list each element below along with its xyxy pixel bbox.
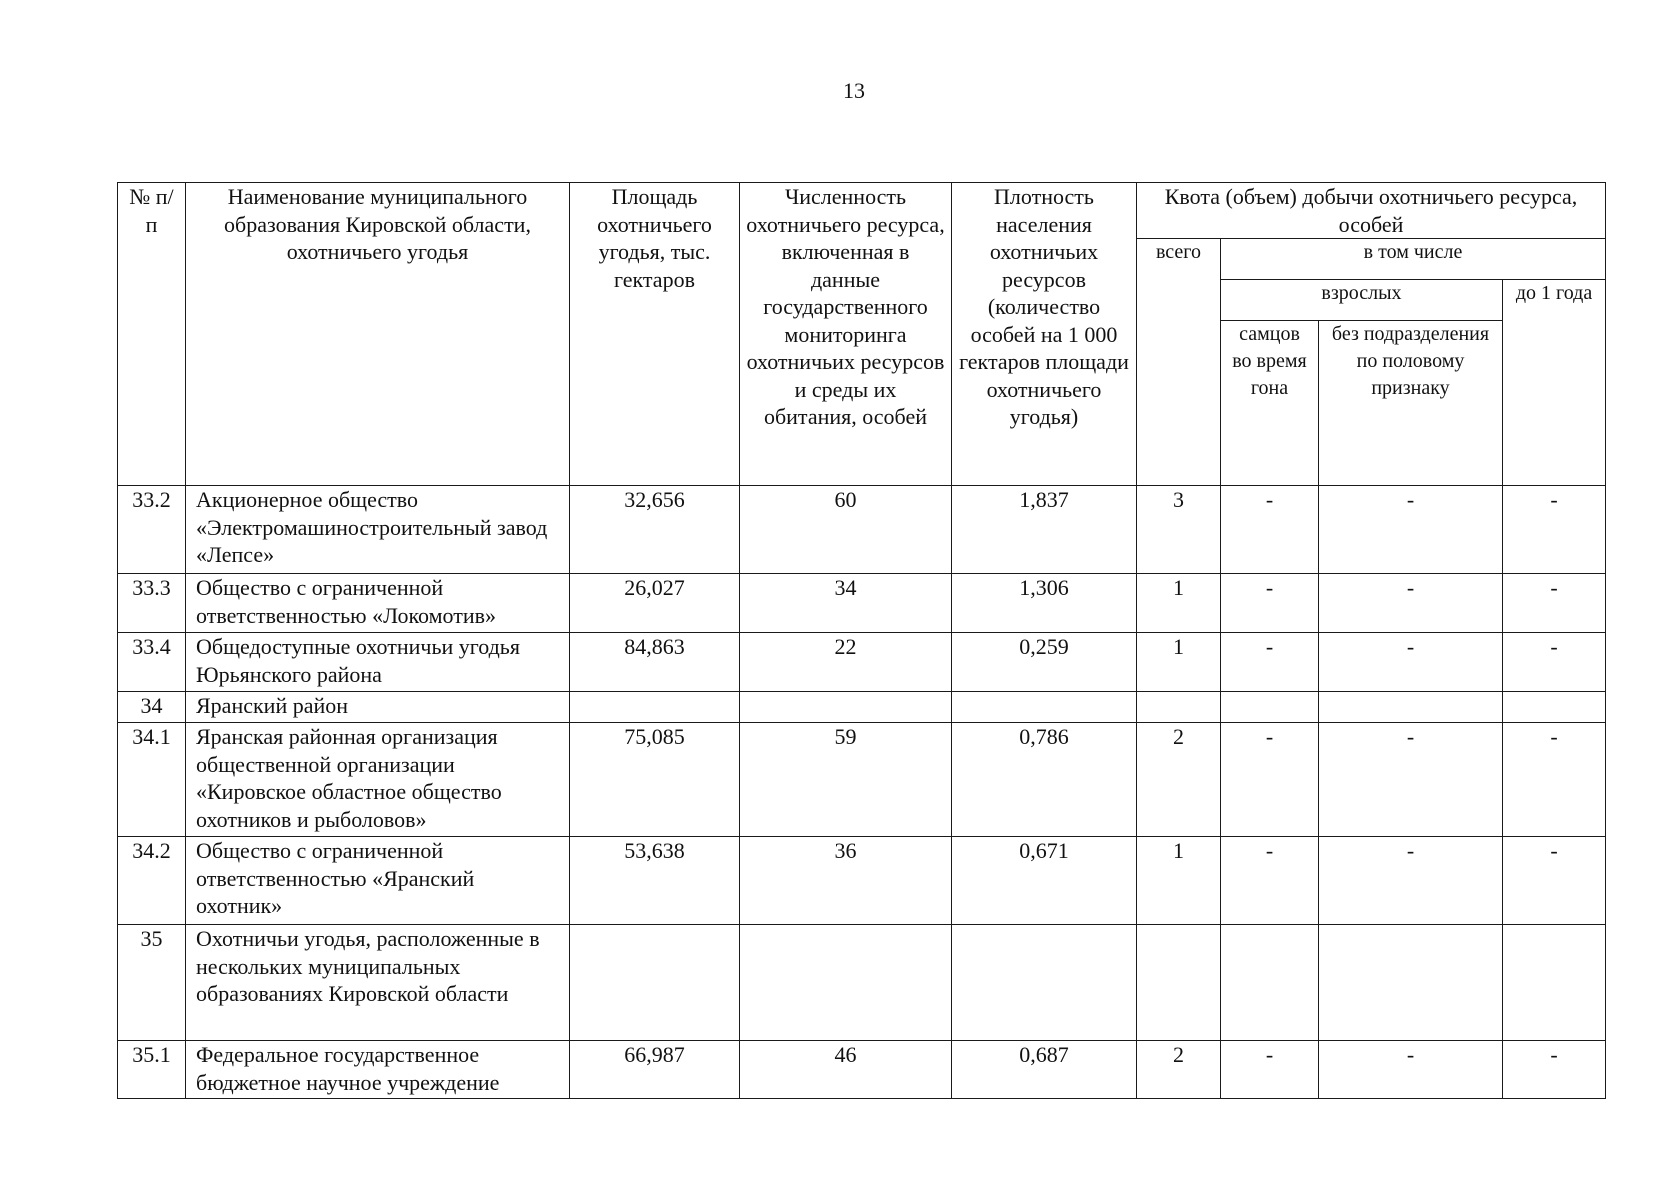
cell-count: 59 xyxy=(740,723,952,837)
cell-name: Охотничьи угодья, расположенные в нескольких муниципальных образованиях Кировской области xyxy=(186,925,570,1041)
cell-number: 34.2 xyxy=(118,837,186,925)
cell-males: - xyxy=(1221,723,1319,837)
cell-males: - xyxy=(1221,486,1319,574)
cell-total: 2 xyxy=(1137,723,1221,837)
header-under-one-year: до 1 года xyxy=(1503,280,1606,486)
cell-density xyxy=(952,925,1137,1041)
header-males-rut: самцов во время гона xyxy=(1221,321,1319,486)
cell-area: 26,027 xyxy=(570,574,740,633)
header-density: Плотность населения охотничьих ресурсов (количество особей на 1 000 гектаров площади охотничьего угодья) xyxy=(952,183,1137,486)
cell-total: 3 xyxy=(1137,486,1221,574)
cell-under-one: - xyxy=(1503,723,1606,837)
cell-males xyxy=(1221,925,1319,1041)
cell-number: 33.2 xyxy=(118,486,186,574)
cell-number: 34.1 xyxy=(118,723,186,837)
cell-name: Федеральное государственное бюджетное научное учреждение xyxy=(186,1041,570,1099)
table-row xyxy=(118,1041,1606,1099)
cell-count: 46 xyxy=(740,1041,952,1099)
cell-under-one: - xyxy=(1503,486,1606,574)
cell-number: 35 xyxy=(118,925,186,1041)
cell-area: 32,656 xyxy=(570,486,740,574)
cell-density: 0,671 xyxy=(952,837,1137,925)
cell-area xyxy=(570,692,740,723)
cell-area: 66,987 xyxy=(570,1041,740,1099)
cell-name: Общедоступные охотничьи угодья Юрьянского района xyxy=(186,633,570,692)
cell-density: 0,786 xyxy=(952,723,1137,837)
cell-under-one: - xyxy=(1503,837,1606,925)
cell-area: 53,638 xyxy=(570,837,740,925)
cell-count xyxy=(740,692,952,723)
hunting-quota-table xyxy=(117,182,1606,1099)
cell-name: Акционерное общество «Электромашиностроительный завод «Лепсе» xyxy=(186,486,570,574)
header-total: всего xyxy=(1137,239,1221,486)
cell-name: Общество с ограниченной ответственностью «Локомотив» xyxy=(186,574,570,633)
cell-no-sex xyxy=(1319,692,1503,723)
header-adults: взрослых xyxy=(1221,280,1503,321)
cell-area: 84,863 xyxy=(570,633,740,692)
cell-males: - xyxy=(1221,1041,1319,1099)
cell-total xyxy=(1137,925,1221,1041)
header-quota: Квота (объем) добычи охотничьего ресурса, особей xyxy=(1137,183,1606,239)
table-row xyxy=(118,692,1606,723)
cell-total: 1 xyxy=(1137,837,1221,925)
header-no-sex-division: без подразделения по половому признаку xyxy=(1319,321,1503,486)
table-row xyxy=(118,837,1606,925)
cell-no-sex: - xyxy=(1319,486,1503,574)
cell-count: 36 xyxy=(740,837,952,925)
cell-density: 1,837 xyxy=(952,486,1137,574)
cell-under-one: - xyxy=(1503,633,1606,692)
cell-count: 22 xyxy=(740,633,952,692)
cell-under-one xyxy=(1503,692,1606,723)
cell-males: - xyxy=(1221,633,1319,692)
table-row xyxy=(118,486,1606,574)
cell-males: - xyxy=(1221,837,1319,925)
cell-males: - xyxy=(1221,574,1319,633)
cell-area xyxy=(570,925,740,1041)
cell-no-sex: - xyxy=(1319,574,1503,633)
cell-number: 34 xyxy=(118,692,186,723)
cell-no-sex: - xyxy=(1319,837,1503,925)
cell-density: 0,259 xyxy=(952,633,1137,692)
cell-number: 33.4 xyxy=(118,633,186,692)
table-row xyxy=(118,925,1606,1041)
cell-area: 75,085 xyxy=(570,723,740,837)
header-including: в том числе xyxy=(1221,239,1606,280)
cell-under-one: - xyxy=(1503,1041,1606,1099)
cell-density xyxy=(952,692,1137,723)
cell-count: 34 xyxy=(740,574,952,633)
table-row xyxy=(118,723,1606,837)
cell-name: Общество с ограниченной ответственностью «Яранский охотник» xyxy=(186,837,570,925)
header-number: № п/п xyxy=(118,183,186,486)
cell-count: 60 xyxy=(740,486,952,574)
table-row xyxy=(118,633,1606,692)
cell-total: 1 xyxy=(1137,574,1221,633)
cell-no-sex xyxy=(1319,925,1503,1041)
cell-number: 35.1 xyxy=(118,1041,186,1099)
cell-count xyxy=(740,925,952,1041)
cell-name: Яранский район xyxy=(186,692,570,723)
header-area: Площадь охотничьего угодья, тыс. гектаров xyxy=(570,183,740,486)
cell-no-sex: - xyxy=(1319,1041,1503,1099)
cell-total xyxy=(1137,692,1221,723)
header-name: Наименование муниципального образования Кировской области, охотничьего угодья xyxy=(186,183,570,486)
cell-males xyxy=(1221,692,1319,723)
cell-under-one xyxy=(1503,925,1606,1041)
cell-name: Яранская районная организация общественной организации «Кировское областное общество охотников и рыболовов» xyxy=(186,723,570,837)
table-row xyxy=(118,574,1606,633)
cell-total: 2 xyxy=(1137,1041,1221,1099)
cell-number: 33.3 xyxy=(118,574,186,633)
cell-no-sex: - xyxy=(1319,723,1503,837)
cell-no-sex: - xyxy=(1319,633,1503,692)
cell-under-one: - xyxy=(1503,574,1606,633)
cell-total: 1 xyxy=(1137,633,1221,692)
page-number: 13 xyxy=(843,78,865,103)
header-resource-count: Численность охотничьего ресурса, включенная в данные государственного мониторинга охотничьих ресурсов и среды их обитания, особей xyxy=(740,183,952,486)
cell-density: 0,687 xyxy=(952,1041,1137,1099)
cell-density: 1,306 xyxy=(952,574,1137,633)
